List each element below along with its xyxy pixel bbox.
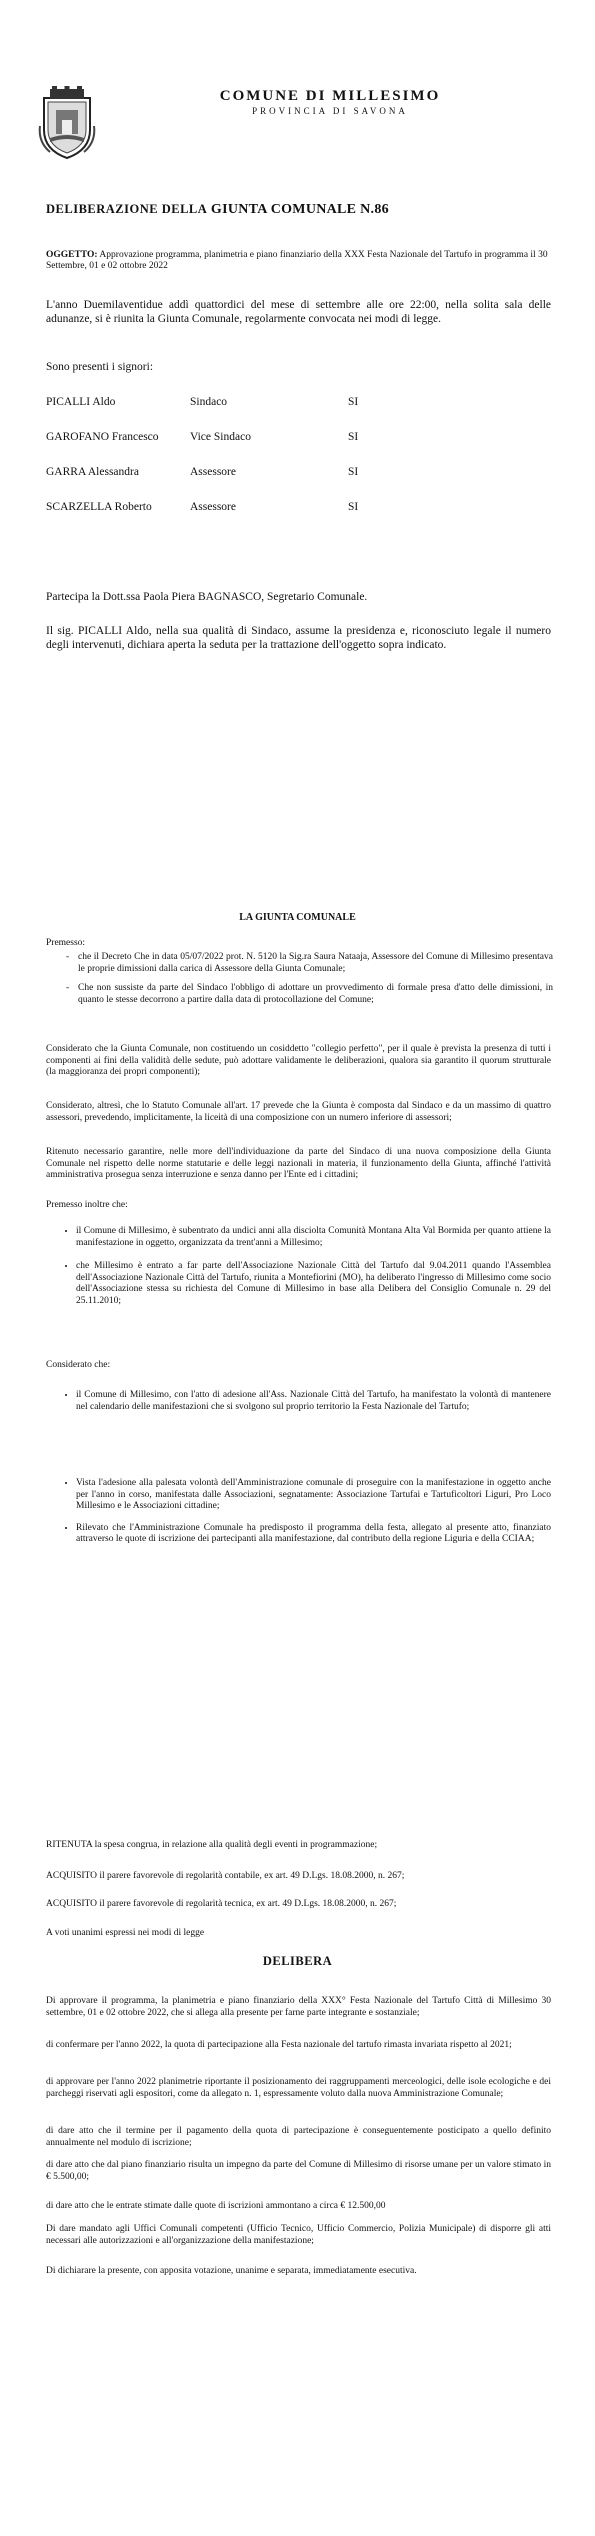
member-name: GARRA Alessandra bbox=[46, 466, 139, 478]
delibera-item: di dare atto che dal piano finanziario risulta un impegno da parte del Comune di Millesimo di risorse umane per un valore stimato in € 5.500,00; bbox=[46, 2160, 551, 2182]
provincia-name: PROVINCIA DI SAVONA bbox=[252, 106, 408, 116]
considerato-list-2 bbox=[60, 1478, 551, 1554]
delibera-item: di dare atto che il termine per il pagamento della quota di partecipazione è conseguentemente posticipato a quello definito annualmente nel modulo di iscrizione; bbox=[46, 2126, 551, 2148]
premesso-list bbox=[60, 952, 553, 1014]
member-row bbox=[46, 466, 551, 482]
intro-paragraph: L'anno Duemilaventidue addì quattordici del mese di settembre alle ore 22:00, nella solita sala delle adunanze, si è riunita la Giunta Comunale, regolarmente convocata nei modi di legge. bbox=[46, 299, 551, 325]
member-role: Assessore bbox=[190, 501, 236, 513]
member-role: Vice Sindaco bbox=[190, 431, 251, 443]
delibera-title: DELIBERA bbox=[262, 1954, 333, 1968]
acquisito-contabile: ACQUISITO il parere favorevole di regolarità contabile, ex art. 49 D.Lgs. 18.08.2000, n. 267; bbox=[46, 1871, 405, 1881]
municipal-crest-icon bbox=[36, 86, 98, 162]
premesso-inoltre-label: Premesso inoltre che: bbox=[46, 1200, 128, 1210]
voti-paragraph: A voti unanimi espressi nei modi di legge bbox=[46, 1928, 205, 1938]
list-item: • Rilevato che l'Amministrazione Comunale ha predisposto il programma della festa, allegato al presente atto, finanziato attraverso le quote di iscrizione dei partecipanti alla manifestazione, dal contributo della regione Liguria e della CCIAA; bbox=[76, 1523, 551, 1546]
premesso-inoltre-list bbox=[60, 1226, 551, 1315]
list-item: • Vista l'adesione alla palesata volontà dell'Amministrazione comunale di proseguire con la manifestazione in oggetto anche per l'anno in corso, manifestata dalle Associazioni, segnatamente: Associazione Tartufai e Tartuficoltori Liguri, Pro Loco Millesimo e le Associazioni cittadine; bbox=[76, 1478, 551, 1513]
delibera-item: Di dare mandato agli Uffici Comunali competenti (Ufficio Tecnico, Ufficio Commercio, Polizia Municipale) di disporre gli atti necessari alle autorizzazioni e all'organizzazione della manifestazione; bbox=[46, 2224, 551, 2246]
list-item: • che Millesimo è entrato a far parte dell'Associazione Nazionale Città del Tartufo dal 9.04.2011 quando l'Assemblea dell'Associazione Nazionale Città del Tartufo, riunita a Montefiorini (MO), ha deliberato l'ingresso di Millesimo come socio dell'Associazione stessa su richiesta del Comune di Millesimo in base alla Delibera del Consiglio Comunale n. 29 del 25.11.2010; bbox=[76, 1261, 551, 1307]
document-title bbox=[46, 202, 389, 218]
comune-name: COMUNE DI MILLESIMO bbox=[219, 88, 441, 104]
member-row bbox=[46, 396, 551, 412]
member-present: SI bbox=[348, 396, 359, 408]
member-row bbox=[46, 501, 551, 517]
member-role: Sindaco bbox=[190, 396, 228, 408]
list-item: • il Comune di Millesimo, con l'atto di adesione all'Ass. Nazionale Città del Tartufo, ha manifestato la volontà di mantenere nel calendario delle manifestazioni che si svolgono sul proprio territorio la Festa Nazionale del Tartufo; bbox=[76, 1390, 551, 1413]
member-name: PICALLI Aldo bbox=[46, 396, 116, 408]
premesso-label: Premesso: bbox=[46, 938, 86, 948]
delibera-item: Di approvare il programma, la planimetria e piano finanziario della XXX° Festa Nazionale del Tartufo Città di Millesimo 30 settembre, 01 e 02 ottobre 2022, che si allega alla presente per farne parte integrante e sostanziale; bbox=[46, 1996, 551, 2018]
presidenza-paragraph: Il sig. PICALLI Aldo, nella sua qualità di Sindaco, assume la presidenza e, riconosciuto legale il numero degli intervenuti, dichiara aperta la seduta per la trattazione dell'oggetto sopra indicato. bbox=[46, 625, 551, 651]
member-present: SI bbox=[348, 431, 359, 443]
member-present: SI bbox=[348, 466, 359, 478]
presenti-label: Sono presenti i signori: bbox=[46, 361, 154, 373]
considerato-list bbox=[60, 1390, 551, 1421]
member-present: SI bbox=[348, 501, 359, 513]
list-item: - che il Decreto Che in data 05/07/2022 prot. N. 5120 la Sig.ra Saura Nataaja, Assessore del Comune di Millesimo presentava le proprie dimissioni dalla carica di Assessore della Giunta Comunale; bbox=[78, 952, 553, 975]
title-main: GIUNTA COMUNALE N.86 bbox=[210, 202, 389, 217]
acquisito-tecnica: ACQUISITO il parere favorevole di regolarità tecnica, ex art. 49 D.Lgs. 18.08.2000, n. 267; bbox=[46, 1899, 397, 1909]
oggetto-text: Approvazione programma, planimetria e piano finanziario della XXX Festa Nazionale del Tartufo in programma il 30 Settembre, 01 e 02 ottobre 2022 bbox=[46, 250, 548, 271]
giunta-title: LA GIUNTA COMUNALE bbox=[239, 912, 356, 923]
member-row bbox=[46, 431, 551, 447]
delibera-item: di dare atto che le entrate stimate dalle quote di iscrizioni ammontano a circa € 12.500,00 bbox=[46, 2201, 386, 2211]
segretario-paragraph: Partecipa la Dott.ssa Paola Piera BAGNASCO, Segretario Comunale. bbox=[46, 591, 368, 603]
delibera-item: di confermare per l'anno 2022, la quota di partecipazione alla Festa nazionale del tartufo rimasta invariata rispetto al 2021; bbox=[46, 2040, 512, 2050]
title-prefix: DELIBERAZIONE DELLA bbox=[46, 202, 208, 216]
member-name: SCARZELLA Roberto bbox=[46, 501, 152, 513]
considerato-statuto-paragraph: Considerato, altresì, che lo Statuto Comunale all'art. 17 prevede che la Giunta è composta dal Sindaco e da un massimo di quattro assessori, prevedendo, implicitamente, la liceità di una composizione con un numero inferiore di assessori; bbox=[46, 1101, 551, 1123]
member-name: GAROFANO Francesco bbox=[46, 431, 159, 443]
member-role: Assessore bbox=[190, 466, 236, 478]
considerato-che-label: Considerato che: bbox=[46, 1360, 111, 1370]
ritenuta-paragraph: RITENUTA la spesa congrua, in relazione alla qualità degli eventi in programmazione; bbox=[46, 1840, 378, 1850]
header bbox=[160, 88, 500, 116]
considerato-paragraph: Considerato che la Giunta Comunale, non costituendo un cosiddetto "collegio perfetto", per il quale è prevista la presenza di tutti i componenti ai fini della validità delle sedute, può adottare validamente le deliberazioni, qualora sia garantito il quorum strutturale (la maggioranza dei propri componenti); bbox=[46, 1044, 551, 1077]
oggetto-label: OGGETTO: bbox=[46, 250, 98, 260]
ritenuto-paragraph: Ritenuto necessario garantire, nelle more dell'individuazione da parte del Sindaco di una nuova composizione della Giunta Comunale nel rispetto delle norme statutarie e delle leggi nazionali in materia, il funzionamento della Giunta, affinché l'attività amministrativa prosegua senza interruzione e senza danno per l'Ente ed i cittadini; bbox=[46, 1147, 551, 1180]
list-item: • il Comune di Millesimo, è subentrato da undici anni alla disciolta Comunità Montana Alta Val Bormida per quanto attiene la manifestazione in oggetto, organizzata da trent'anni a Millesimo; bbox=[76, 1226, 551, 1249]
delibera-item: Di dichiarare la presente, con apposita votazione, unanime e separata, immediatamente esecutiva. bbox=[46, 2266, 417, 2276]
list-item: - Che non sussiste da parte del Sindaco l'obbligo di adottare un provvedimento di formale presa d'atto delle dimissioni, in quanto le stesse decorrono a partire dalla data di protocollazione del Comune; bbox=[78, 983, 553, 1006]
delibera-item: di approvare per l'anno 2022 planimetrie riportante il posizionamento dei raggruppamenti merceologici, delle isole ecologiche e dei parcheggi riservati agli espositori, come da allegato n. 1, espressamente voluto dalla nuova Amministrazione Comunale; bbox=[46, 2077, 551, 2099]
oggetto bbox=[46, 250, 551, 272]
